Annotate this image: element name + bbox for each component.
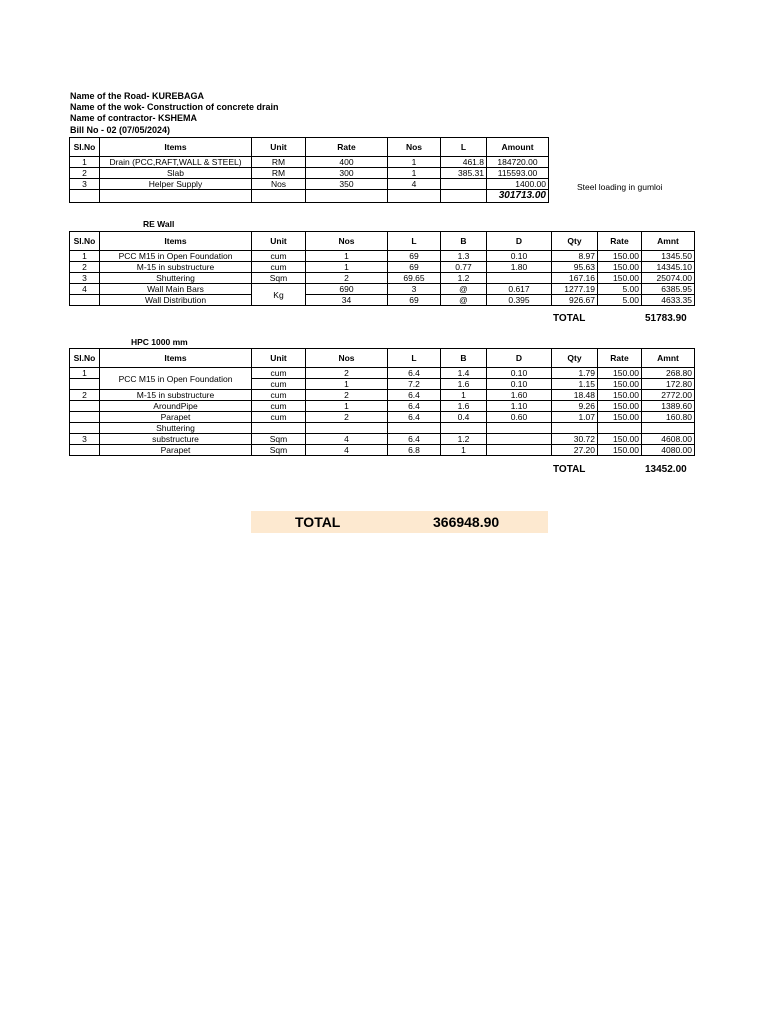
road-name: Name of the Road- KUREBAGA bbox=[70, 91, 205, 101]
cell: PCC M15 in Open Foundation bbox=[100, 368, 252, 390]
cell: 8.97 bbox=[552, 251, 598, 262]
cell: 400 bbox=[306, 157, 388, 168]
cell: @ bbox=[441, 284, 487, 295]
hpc-total-value: 13452.00 bbox=[645, 464, 687, 475]
cell: Wall Main Bars bbox=[100, 284, 252, 295]
cell: 1277.19 bbox=[552, 284, 598, 295]
cell: 1.15 bbox=[552, 379, 598, 390]
table-header-row bbox=[70, 232, 695, 251]
cell: Helper Supply bbox=[100, 179, 252, 190]
cell: 2772.00 bbox=[642, 390, 695, 401]
cell: 1 bbox=[306, 401, 388, 412]
cell: 4608.00 bbox=[642, 434, 695, 445]
col-header: L bbox=[388, 232, 441, 251]
cell: Sqm bbox=[252, 445, 306, 456]
cell: 0.10 bbox=[487, 379, 552, 390]
cell: 4633.35 bbox=[642, 295, 695, 306]
cell: 27.20 bbox=[552, 445, 598, 456]
cell: 1.2 bbox=[441, 434, 487, 445]
cell: 1.79 bbox=[552, 368, 598, 379]
cell: 4 bbox=[70, 284, 100, 295]
col-header: Items bbox=[100, 349, 252, 368]
cell: @ bbox=[441, 295, 487, 306]
cell: 2 bbox=[306, 273, 388, 284]
cell: cum bbox=[252, 251, 306, 262]
cell: 150.00 bbox=[598, 445, 642, 456]
table-header-row bbox=[70, 349, 695, 368]
cell: 150.00 bbox=[598, 262, 642, 273]
cell: 18.48 bbox=[552, 390, 598, 401]
cell: 95.63 bbox=[552, 262, 598, 273]
table-row bbox=[70, 295, 695, 306]
cell: 5.00 bbox=[598, 295, 642, 306]
cell: M-15 in substructure bbox=[100, 262, 252, 273]
work-name: Name of the wok- Construction of concrete drain bbox=[70, 102, 279, 112]
cell: Kg bbox=[252, 284, 306, 306]
re-wall-total-value: 51783.90 bbox=[645, 313, 687, 324]
cell: 150.00 bbox=[598, 379, 642, 390]
col-header: Qty bbox=[552, 232, 598, 251]
cell: PCC M15 in Open Foundation bbox=[100, 251, 252, 262]
cell: 1389.60 bbox=[642, 401, 695, 412]
cell bbox=[441, 179, 487, 190]
cell: Drain (PCC,RAFT,WALL & STEEL) bbox=[100, 157, 252, 168]
cell: Parapet bbox=[100, 412, 252, 423]
col-header: Rate bbox=[306, 138, 388, 157]
cell: 69 bbox=[388, 251, 441, 262]
cell: 0.4 bbox=[441, 412, 487, 423]
table-row bbox=[70, 284, 695, 295]
col-header: B bbox=[441, 232, 487, 251]
table-row bbox=[70, 412, 695, 423]
cell: 167.16 bbox=[552, 273, 598, 284]
cell: 1.60 bbox=[487, 390, 552, 401]
grand-total-value: 366948.90 bbox=[433, 514, 500, 530]
cell: 6.8 bbox=[388, 445, 441, 456]
cell: 1 bbox=[70, 157, 100, 168]
re-wall-table bbox=[69, 231, 695, 306]
table-header-row bbox=[70, 138, 549, 157]
cell: cum bbox=[252, 368, 306, 379]
cell: 3 bbox=[388, 284, 441, 295]
bill-summary-table bbox=[69, 137, 549, 203]
cell: 184720.00 bbox=[487, 157, 549, 168]
hpc-total-label: TOTAL bbox=[553, 464, 586, 475]
cell: 1.2 bbox=[441, 273, 487, 284]
col-header: Nos bbox=[306, 349, 388, 368]
cell: 350 bbox=[306, 179, 388, 190]
cell: 1.6 bbox=[441, 379, 487, 390]
col-header: D bbox=[487, 232, 552, 251]
col-header: Rate bbox=[598, 232, 642, 251]
table-row bbox=[70, 423, 695, 434]
cell: substructure bbox=[100, 434, 252, 445]
col-header: Rate bbox=[598, 349, 642, 368]
cell: 2 bbox=[306, 412, 388, 423]
table-row bbox=[70, 179, 549, 190]
col-header: Amnt bbox=[642, 232, 695, 251]
cell: 115593.00 bbox=[487, 168, 549, 179]
cell bbox=[70, 379, 100, 390]
cell: 6.4 bbox=[388, 401, 441, 412]
cell: 3 bbox=[70, 179, 100, 190]
contractor-name: Name of contractor- KSHEMA bbox=[70, 113, 198, 123]
col-header: B bbox=[441, 349, 487, 368]
table-row bbox=[70, 401, 695, 412]
cell: Shuttering bbox=[100, 273, 252, 284]
cell: 3 bbox=[70, 434, 100, 445]
cell: 6385.95 bbox=[642, 284, 695, 295]
col-header: Amount bbox=[487, 138, 549, 157]
cell: 1345.50 bbox=[642, 251, 695, 262]
col-header: Unit bbox=[252, 232, 306, 251]
cell: cum bbox=[252, 390, 306, 401]
cell: 3 bbox=[70, 273, 100, 284]
cell: RM bbox=[252, 157, 306, 168]
col-header: Sl.No bbox=[70, 138, 100, 157]
cell: 9.26 bbox=[552, 401, 598, 412]
cell: 150.00 bbox=[598, 390, 642, 401]
section-title-hpc: HPC 1000 mm bbox=[131, 337, 188, 347]
cell: 69 bbox=[388, 295, 441, 306]
cell: 150.00 bbox=[598, 412, 642, 423]
cell: 4080.00 bbox=[642, 445, 695, 456]
cell: 1.07 bbox=[552, 412, 598, 423]
cell: 1 bbox=[306, 262, 388, 273]
cell: 1400.00 bbox=[487, 179, 549, 190]
cell: 6.4 bbox=[388, 412, 441, 423]
cell: 34 bbox=[306, 295, 388, 306]
cell: 385.31 bbox=[441, 168, 487, 179]
cell: 6.4 bbox=[388, 390, 441, 401]
cell: AroundPipe bbox=[100, 401, 252, 412]
cell: cum bbox=[252, 412, 306, 423]
cell bbox=[100, 190, 252, 203]
cell: cum bbox=[252, 262, 306, 273]
cell bbox=[487, 434, 552, 445]
cell bbox=[642, 423, 695, 434]
cell: 2 bbox=[70, 168, 100, 179]
cell: 300 bbox=[306, 168, 388, 179]
cell bbox=[388, 190, 441, 203]
hpc-table bbox=[69, 348, 695, 456]
cell: 1 bbox=[306, 251, 388, 262]
cell: 4 bbox=[306, 434, 388, 445]
cell bbox=[70, 401, 100, 412]
col-header: Items bbox=[100, 232, 252, 251]
cell: 2 bbox=[70, 262, 100, 273]
cell bbox=[70, 423, 100, 434]
col-header: L bbox=[388, 349, 441, 368]
cell: 2 bbox=[306, 368, 388, 379]
col-header: Unit bbox=[252, 138, 306, 157]
cell: Parapet bbox=[100, 445, 252, 456]
re-wall-total-label: TOTAL bbox=[553, 313, 586, 324]
col-header: Qty bbox=[552, 349, 598, 368]
cell: 1 bbox=[441, 445, 487, 456]
cell bbox=[70, 295, 100, 306]
cell: 150.00 bbox=[598, 251, 642, 262]
table-row bbox=[70, 251, 695, 262]
cell: 0.617 bbox=[487, 284, 552, 295]
col-header: L bbox=[441, 138, 487, 157]
cell: 4 bbox=[306, 445, 388, 456]
table-row bbox=[70, 434, 695, 445]
cell: Shuttering bbox=[100, 423, 252, 434]
cell bbox=[306, 423, 388, 434]
cell: 1 bbox=[70, 368, 100, 379]
cell: 1.3 bbox=[441, 251, 487, 262]
cell bbox=[487, 423, 552, 434]
cell: 1.4 bbox=[441, 368, 487, 379]
table-row bbox=[70, 368, 695, 379]
cell bbox=[487, 445, 552, 456]
cell: 268.80 bbox=[642, 368, 695, 379]
cell bbox=[552, 423, 598, 434]
table1-total: 301713.00 bbox=[487, 190, 549, 203]
cell: 6.4 bbox=[388, 368, 441, 379]
table-row bbox=[70, 157, 549, 168]
cell: 690 bbox=[306, 284, 388, 295]
cell: 172.80 bbox=[642, 379, 695, 390]
cell bbox=[70, 445, 100, 456]
cell bbox=[487, 273, 552, 284]
cell: 461.8 bbox=[441, 157, 487, 168]
cell: 6.4 bbox=[388, 434, 441, 445]
cell bbox=[441, 190, 487, 203]
cell: M-15 in substructure bbox=[100, 390, 252, 401]
cell: 0.10 bbox=[487, 368, 552, 379]
col-header: Items bbox=[100, 138, 252, 157]
cell: 1 bbox=[441, 390, 487, 401]
table-row bbox=[70, 168, 549, 179]
col-header: Nos bbox=[306, 232, 388, 251]
cell bbox=[252, 423, 306, 434]
cell bbox=[70, 190, 100, 203]
section-title-re-wall: RE Wall bbox=[143, 219, 175, 229]
cell: 926.67 bbox=[552, 295, 598, 306]
cell: 25074.00 bbox=[642, 273, 695, 284]
bill-number: Bill No - 02 (07/05/2024) bbox=[70, 125, 171, 135]
cell: 1 bbox=[306, 379, 388, 390]
col-header: Amnt bbox=[642, 349, 695, 368]
cell: 1.10 bbox=[487, 401, 552, 412]
cell: RM bbox=[252, 168, 306, 179]
cell bbox=[441, 423, 487, 434]
cell: Sqm bbox=[252, 273, 306, 284]
cell: 150.00 bbox=[598, 401, 642, 412]
cell: 2 bbox=[70, 390, 100, 401]
cell: 0.395 bbox=[487, 295, 552, 306]
table-row bbox=[70, 390, 695, 401]
cell: 1.80 bbox=[487, 262, 552, 273]
cell: 150.00 bbox=[598, 273, 642, 284]
cell: Nos bbox=[252, 179, 306, 190]
cell: 160.80 bbox=[642, 412, 695, 423]
cell: 69.65 bbox=[388, 273, 441, 284]
col-header: Unit bbox=[252, 349, 306, 368]
cell: 1 bbox=[70, 251, 100, 262]
cell: 5.00 bbox=[598, 284, 642, 295]
cell: 14345.10 bbox=[642, 262, 695, 273]
cell bbox=[388, 423, 441, 434]
table-row bbox=[70, 273, 695, 284]
cell: Sqm bbox=[252, 434, 306, 445]
cell: 150.00 bbox=[598, 434, 642, 445]
cell bbox=[306, 190, 388, 203]
cell: 1 bbox=[388, 168, 441, 179]
table-row bbox=[70, 262, 695, 273]
cell bbox=[252, 190, 306, 203]
cell: cum bbox=[252, 379, 306, 390]
cell: Wall Distribution bbox=[100, 295, 252, 306]
col-header: Sl.No bbox=[70, 232, 100, 251]
cell: 0.60 bbox=[487, 412, 552, 423]
cell: 69 bbox=[388, 262, 441, 273]
cell bbox=[70, 412, 100, 423]
cell: 2 bbox=[306, 390, 388, 401]
col-header: Nos bbox=[388, 138, 441, 157]
cell: 0.77 bbox=[441, 262, 487, 273]
col-header: Sl.No bbox=[70, 349, 100, 368]
cell: 150.00 bbox=[598, 368, 642, 379]
cell: cum bbox=[252, 401, 306, 412]
cell: Slab bbox=[100, 168, 252, 179]
cell: 1.6 bbox=[441, 401, 487, 412]
col-header: D bbox=[487, 349, 552, 368]
cell: 7.2 bbox=[388, 379, 441, 390]
total-row bbox=[70, 190, 549, 203]
side-note: Steel loading in gumloi bbox=[577, 182, 663, 192]
cell: 4 bbox=[388, 179, 441, 190]
grand-total-label: TOTAL bbox=[295, 514, 341, 530]
cell bbox=[598, 423, 642, 434]
table-row bbox=[70, 445, 695, 456]
cell: 1 bbox=[388, 157, 441, 168]
cell: 0.10 bbox=[487, 251, 552, 262]
grand-total-box bbox=[251, 511, 548, 533]
cell: 30.72 bbox=[552, 434, 598, 445]
